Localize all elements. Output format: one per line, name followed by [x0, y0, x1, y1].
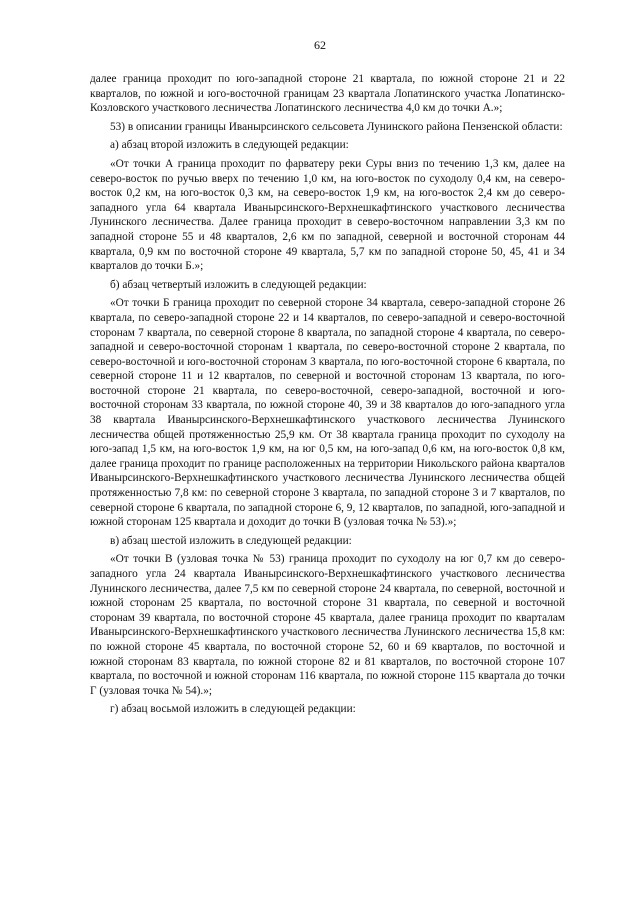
paragraph-item-53: 53) в описании границы Иванырсинского сельсовета Лунинского района Пензенской области: — [110, 120, 563, 133]
document-body — [90, 72, 565, 721]
paragraph-quote-a: «От точки А граница проходит по фарватеру реки Суры вниз по течению 1,3 км, далее на северо-восток по ручью вверх по течению 1,0 км, на юго-восток по суходолу 0,4 км, на северо-восток 0,2 км, на юго-восток 0,3 км, на северо-восток 1,9 км, на юго-восток 2,4 км до северо-западного угла 64 квартала Иванырсинского-Верхнешкафтинского участкового лесничества Лунинского лесничества. Далее граница проходит в северо-восточном направлении 3,3 км по западной стороне 55 и 48 кварталов, 2,6 км по западной, северной и восточной сторонам 44 квартала, 0,9 км по восточной стороне 49 квартала, 5,7 км по западной стороне 50, 45, 41 и 34 кварталов до точки Б.»; — [90, 157, 565, 273]
paragraph-subitem-v: в) абзац шестой изложить в следующей редакции: — [110, 534, 352, 547]
paragraph-subitem-g: г) абзац восьмой изложить в следующей редакции: — [110, 703, 356, 716]
paragraph-subitem-a: а) абзац второй изложить в следующей редакции: — [110, 139, 349, 152]
paragraph-quote-b: «От точки Б граница проходит по северной стороне 34 квартала, северо-западной стороне 26 квартала, по северо-западной стороне 22 и 14 кварталов, по северо-западной и северо-восточной сторонам 7 квартала, по северной стороне 8 квартала, по западной стороне 4 квартала, по северо-западной и северо-восточной сторонам 1 квартала, по северо-восточной стороне 2 квартала, по северо-восточной и юго-восточной сторонам 3 квартала, по юго-восточной стороне 6 квартала, по северной стороне 11 и 12 кварталов, по северной и восточной сторонам 13 квартала, по юго-восточной стороне 21 квартала, по северо-восточной, северо-западной, восточной и юго-восточной сторонам 33 квартала, по южной стороне 40, 39 и 38 кварталов до юго-западного угла 38 квартала Иванырсинского-Верхнешкафтинского участкового лесничества Лунинского лесничества общей протяженностью 25,9 км. От 38 квартала граница проходит по суходолу на юго-запад 1,5 км, на юго-восток 1,9 км, на юг 0,5 км, на юго-запад 0,6 км, на юго-восток 0,8 км, далее граница проходит по границе расположенных на территории Никольского района кварталов Иванырсинского-Верхнешкафтинского участкового лесничества Лунинского лесничества общей протяженностью 7,8 км: по северной стороне 3 квартала, по западной стороне 3 и 7 кварталов, по северной стороне 6 квартала, по западной стороне 6, 9, 12 кварталов, по западной, юго-западной и южной сторонам 125 квартала и доходит до точки В (узловая точка № 53).»; — [90, 297, 565, 529]
paragraph-subitem-b: б) абзац четвертый изложить в следующей редакции: — [110, 278, 367, 291]
page-number: 62 — [314, 38, 326, 52]
paragraph-continuation: далее граница проходит по юго-западной стороне 21 квартала, по южной стороне 21 и 22 кварталов, по южной и юго-восточной границам 23 квартала Лопатинского участка Лопатинско-Козловского участкового лесничества Лопатинского лесничества 4,0 км до точки А.»; — [90, 73, 565, 115]
paragraph-quote-v: «От точки В (узловая точка № 53) граница проходит по суходолу на юг 0,7 км до северо-западного угла 24 квартала Иванырсинского-Верхнешкафтинского участкового лесничества Лунинского лесничества, далее 7,5 км по северной стороне 24 квартала, по северной, восточной и южной сторонам 25 квартала, по восточной стороне 31 квартала, по северной и восточной сторонам 39 квартала, по восточной стороне 45 квартала, далее граница проходит по кварталам Иванырсинского-Верхнешкафтинского участкового лесничества Лунинского лесничества 15,8 км: по южной стороне 45 квартала, по восточной стороне 52, 60 и 69 кварталов, по восточной и южной сторонам 83 квартала, по южной стороне 82 и 81 кварталов, по восточной стороне 107 квартала, по восточной и южной сторонам 116 квартала, по южной стороне 115 квартала до точки Г (узловая точка № 54).»; — [90, 553, 565, 697]
